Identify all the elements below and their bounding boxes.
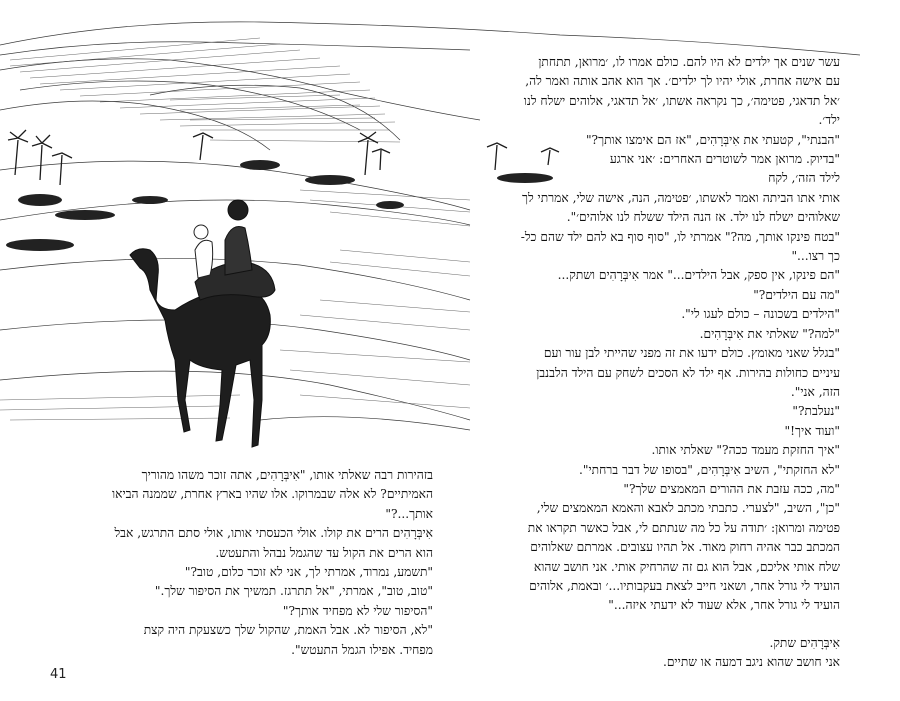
text-line: "תשמע, נמרוד, אמרתי לך, אני לא זוכר כלום, טוב?" bbox=[184, 565, 433, 580]
text-line: בזהירות רבה שאלתי אותו, "אִיבְּרָהִים, אתה זוכר משהו מהוריך bbox=[141, 468, 433, 482]
text-line: שלח אותי אליכם, אבל הוא גם זה שהרחיק אותי. אני חושב שהוא bbox=[533, 559, 840, 574]
text-line: "לא החזקתי", השיב אִיבְּרָהִים, "בסופו של דבר ברחתי". bbox=[578, 462, 840, 477]
text-line: ילד׳. bbox=[818, 113, 840, 128]
text-line: אני חושב שהוא ניגב דמעה או שתיים. bbox=[662, 655, 840, 670]
text-line: "טוב, טוב", אמרתי, "אל תתרגז. תמשיך את הסיפור שלך." bbox=[154, 584, 433, 599]
text-line: "לא, הסיפור לא. אבל האמת, שהקול שלך כשצעקת היה קצת bbox=[143, 623, 433, 638]
text-line: הוא הרים את הקול עד שהגמל נבהל והתעטש. bbox=[215, 545, 433, 560]
text-line: מפחיד. אפילו הגמל התעטש". bbox=[291, 642, 433, 657]
left-text-column bbox=[18, 466, 433, 660]
text-line: עשר שנים אך ילדים לא היו להם. כולם אמרו לו, ׳מרואן, תתחתן bbox=[538, 55, 840, 69]
text-line: אותך...?" bbox=[385, 506, 433, 521]
text-line: "בטח פינקו אותך, מה?" אמרתי לו, "סוף סוף בא להם ילד שהם כל- bbox=[520, 229, 840, 244]
text-line: ׳אל תדאגי, פטימה׳, כך נקראה אשתו, ׳אל תדאגי, אלוהים ישלח לנו bbox=[523, 93, 840, 108]
text-line: "איך החזקת מעמד ככה?" שאלתי אותו. bbox=[651, 443, 840, 458]
right-text-column bbox=[470, 53, 840, 673]
text-line: אִיבְּרָהִים הרים את קולו. אולי הכעסתי אותו, אולי סתם התרגש, אבל bbox=[114, 526, 433, 541]
text-line: הועיד לי גורל אחר, אלא שעוד לא ידעתי איזה..." bbox=[608, 598, 840, 613]
text-line: "הם פינקו, אין ספק, אבל הילדים..." אמר אִיבְּרָהִים ושתק... bbox=[557, 268, 840, 283]
text-line: "מה, ככה עזבת את ההורים המאמצים שלך?" bbox=[623, 481, 840, 496]
text-line: עיניים כחולות בהירות. אף ילד לא הסכים לשחק עם הילד הלבנבן bbox=[536, 365, 840, 380]
text-line: הזה, אני". bbox=[790, 384, 840, 399]
text-line: "בדיוק. מרואן אמר לשוטרים האחרים: ׳אני ארגע bbox=[609, 152, 840, 167]
text-line: אִיבְּרָהִים שתק. bbox=[769, 635, 840, 650]
text-line: "הסיפור שלי לא מפחיד אותך?" bbox=[282, 603, 433, 618]
text-line: "כן", השיב, "לצערי. כתבתי מכתב לאבא והאמא המאמצים שלי, bbox=[536, 501, 840, 516]
text-line: לילד הזה׳, לקח bbox=[768, 171, 840, 186]
text-line: עם אישה אחרת, אולי יהיו לך ילדים׳. אך הוא אהב אותה ואמר לה, bbox=[525, 74, 840, 89]
text-line: אותי אתו הביתה ואמר לאשתו, ׳פטימה, הנה, אישה שלי, אמרתי לך bbox=[521, 190, 840, 205]
text-line: "הילדים בשכונה – כולם לעגו לי". bbox=[681, 307, 840, 322]
page-number: 41 bbox=[50, 667, 67, 682]
text-line: שאלוהים ישלח לנו ילד. אז הנה הילד ששלח לנו אלוהים׳". bbox=[566, 210, 840, 225]
dune-shading bbox=[0, 38, 470, 420]
text-line: האמיתיים? לא אלה שבמרוקו. אלו שהיו בארץ אחרת, שממנה הביאו bbox=[112, 487, 433, 502]
paragraph-gap bbox=[470, 616, 840, 634]
text-line: "ועוד איך!" bbox=[784, 423, 840, 438]
text-line: הועיד לי גורל אחר, ושאני חייב לצאת בעקבותיו...׳ ובאמת, אלוהים bbox=[529, 578, 840, 593]
camel-with-riders bbox=[130, 200, 275, 447]
text-line: פטימה ומרואן: ׳תודה על כל מה שנתתם לי, אבל כאשר תקראו את bbox=[527, 520, 840, 535]
text-line: "בגלל שאני מאומץ. כולם ידעו את זה מפני שהייתי לבן עור ועם bbox=[543, 346, 840, 361]
text-line: "למה?" שאלתי את אִיבְּרָהִים. bbox=[699, 326, 840, 341]
text-line: כך רצו..." bbox=[791, 249, 840, 264]
text-line: "מה עם הילדים?" bbox=[753, 287, 840, 302]
text-line: "נעלבת?" bbox=[792, 404, 840, 419]
text-line: "הבנתי", קטעתי את אִיבְּרָהִים, "אז הם אימצו אותך?" bbox=[585, 132, 840, 147]
text-line: המכתב כבר אהיה רחוק מאוד. אל תהיו עצובים. אמרתם שאלוהים bbox=[530, 540, 840, 555]
